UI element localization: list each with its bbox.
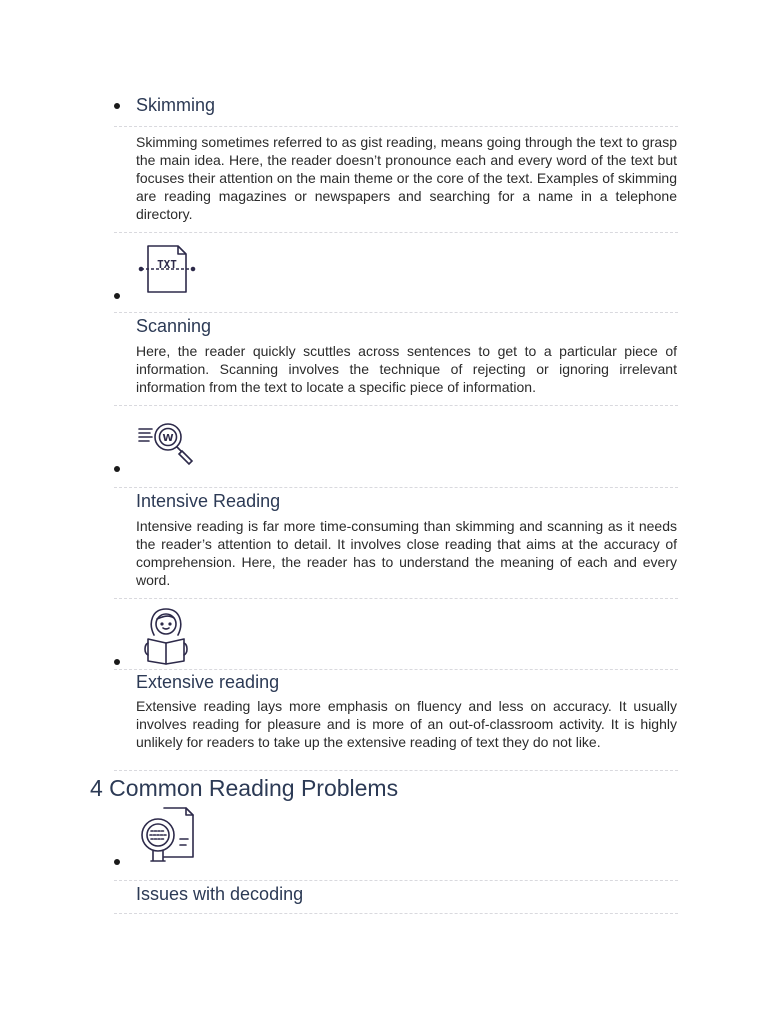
divider: [114, 405, 678, 406]
item-heading-skimming: Skimming: [136, 95, 216, 115]
item-body-scanning: Here, the reader quickly scuttles across sentences to get to a particular piece of information. Scanning involves the technique of rejecting or ignoring irrelevant information from the text to locate a specific piece of information.: [136, 343, 677, 395]
divider: [114, 598, 678, 599]
item-body-intensive-reading: Intensive reading is far more time-consuming than skimming and scanning as it needs the reader’s attention to detail. It involves close reading that aims at the accuracy of comprehension. Here, the reader has to understand the meaning of each and every word.: [136, 518, 677, 588]
svg-text:TXT: TXT: [157, 258, 177, 271]
item-body-extensive-reading: Extensive reading lays more emphasis on fluency and less on accuracy. It usually involves reading for pleasure and is more of an out-of-classroom activity. It is highly unlikely for readers to take up the extensive reading of text they do not like.: [136, 698, 677, 750]
list-bullet: [114, 103, 120, 109]
person-reading-book-icon: [136, 605, 196, 665]
section-heading: 4 Common Reading Problems: [90, 775, 399, 801]
list-bullet: [114, 466, 120, 472]
divider: [114, 312, 678, 313]
divider: [114, 913, 678, 914]
item-heading-intensive-reading: Intensive Reading: [136, 491, 281, 511]
document-magnifier-icon: [136, 805, 196, 865]
divider: [114, 770, 678, 771]
list-bullet: [114, 293, 120, 299]
list-bullet: [114, 859, 120, 865]
divider: [114, 487, 678, 488]
list-bullet: [114, 659, 120, 665]
item-body-skimming: Skimming sometimes referred to as gist reading, means going through the text to grasp the main idea. Here, the reader doesn’t pronounce each and every word of the text but focuses their attention on the main theme or the core of the text. Examples of skimming are reading magazines or newspapers and searching for a name in a telephone directory.: [136, 134, 677, 222]
svg-text:W: W: [162, 433, 174, 444]
item-heading-scanning: Scanning: [136, 316, 212, 336]
item-heading-issues-with-decoding: Issues with decoding: [136, 884, 304, 904]
divider: [114, 880, 678, 881]
divider: [114, 669, 678, 670]
magnifier-word-icon: [136, 418, 196, 478]
item-heading-extensive-reading: Extensive reading: [136, 672, 280, 692]
document-scan-icon: [136, 240, 196, 300]
divider: [114, 126, 678, 127]
divider: [114, 232, 678, 233]
